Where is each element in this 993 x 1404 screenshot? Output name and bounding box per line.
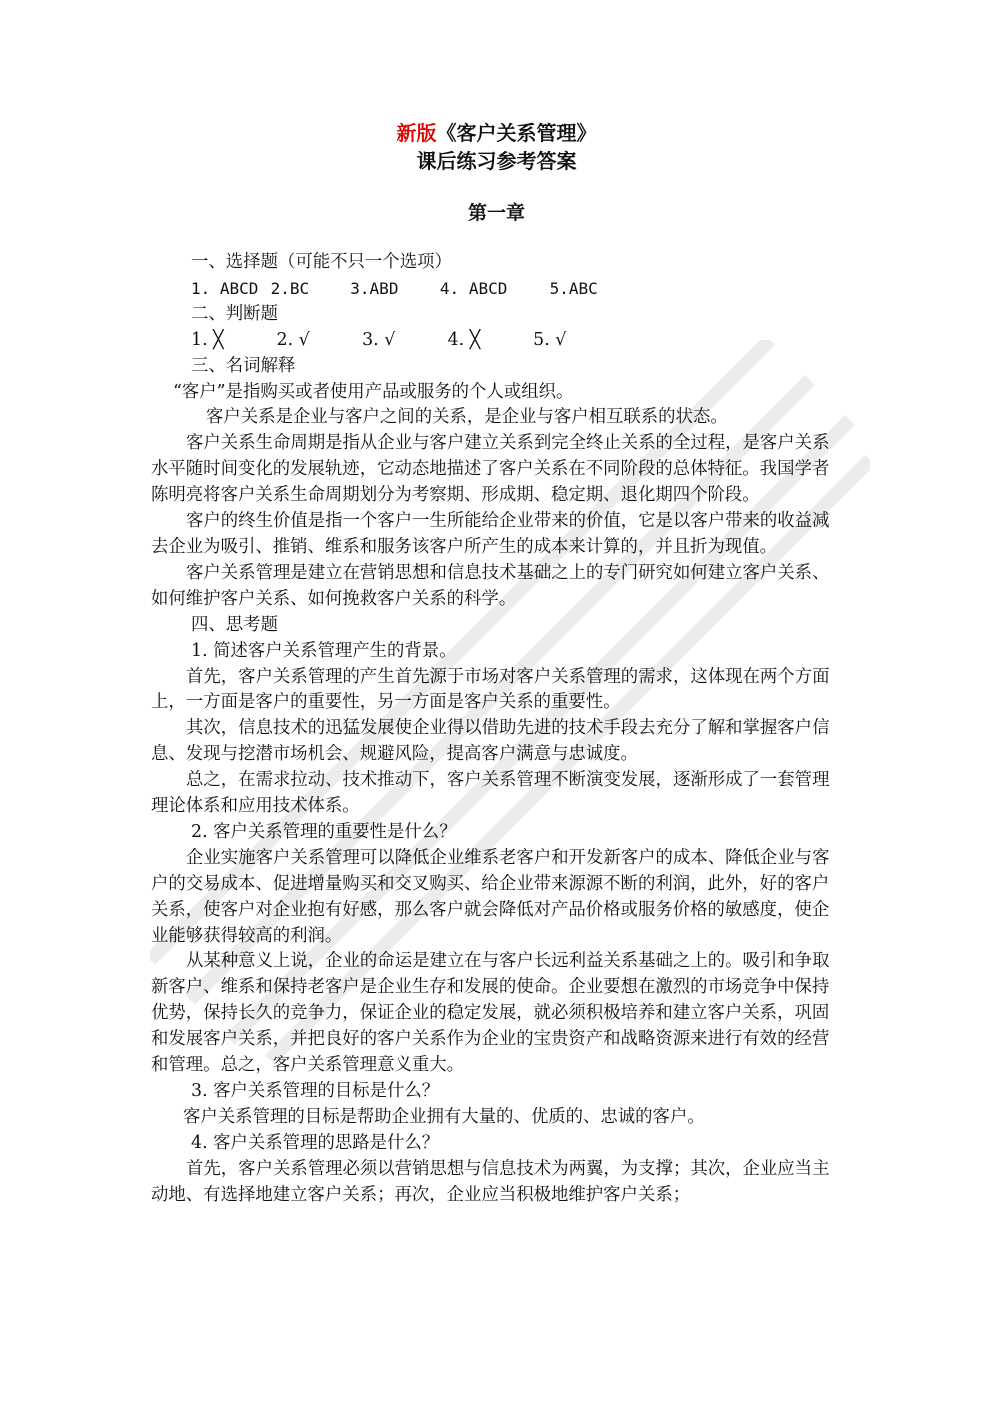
choice-answer-2: 2.BC bbox=[270, 278, 310, 298]
question-4-paragraph: 首先，客户关系管理必须以营销思想与信息技术为两翼，为支撑；其次，企业应当主动地、有选择地建立客户关系；再次，企业应当积极地维护客户关系； bbox=[151, 1158, 830, 1205]
title-new-edition: 新版 bbox=[396, 121, 437, 145]
term-customer-relationship: 客户关系是企业与客户之间的关系，是企业与客户相互联系的状态。 bbox=[206, 407, 728, 428]
judgment-answers bbox=[151, 328, 843, 354]
question-2-paragraph: 企业实施客户关系管理可以降低企业维系老客户和开发新客户的成本、降低企业与客户的交易成本、促进增量购买和交叉购买、给企业带来源源不断的利润，此外，好的客户关系，使客户对企业抱有好感，那么客户就会降低对产品价格或服务价格的敏感度，使企业能够获得较高的利润。 bbox=[151, 847, 830, 946]
document-subtitle: 课后练习参考答案 bbox=[416, 149, 577, 173]
choice-answer-4: 4. ABCD bbox=[439, 278, 508, 298]
question-1-paragraph: 首先，客户关系管理的产生首先源于市场对客户关系管理的需求，这体现在两个方面上，一方面是客户的重要性，另一方面是客户关系的重要性。 bbox=[151, 666, 830, 713]
term-crm: 客户关系管理是建立在营销思想和信息技术基础之上的专门研究如何建立客户关系、如何维护客户关系、如何挽救客户关系的科学。 bbox=[151, 562, 830, 609]
check-icon: √ bbox=[384, 329, 396, 350]
judgment-answer-5 bbox=[533, 328, 566, 354]
choice-answer-3: 3.ABD bbox=[350, 278, 399, 298]
question-1: 1. 简述客户关系管理产生的背景。 bbox=[191, 640, 457, 661]
title-book-name: 《客户关系管理》 bbox=[436, 121, 597, 145]
judgment-answer-3 bbox=[362, 328, 442, 354]
judgment-num: 2. bbox=[276, 329, 294, 350]
judgment-answer-2 bbox=[277, 328, 357, 354]
check-icon: √ bbox=[555, 329, 567, 350]
section-heading-choice: 一、选择题（可能不只一个选项） bbox=[191, 252, 452, 272]
question-3: 3. 客户关系管理的目标是什么？ bbox=[191, 1081, 440, 1101]
choice-answers bbox=[151, 276, 843, 302]
judgment-num: 5. bbox=[533, 329, 550, 350]
choice-answer-1: 1. ABCD bbox=[191, 278, 259, 298]
section-heading-questions: 四、思考题 bbox=[191, 614, 278, 635]
term-relationship-lifecycle: 客户关系生命周期是指从企业与客户建立关系到完全终止关系的全过程，是客户关系水平随时间变化的发展轨迹，它动态地描述了客户关系在不同阶段的总体特征。我国学者陈明亮将客户关系生命周期划分为考察期、形成期、稳定期、退化期四个阶段。 bbox=[151, 433, 830, 506]
judgment-answer-1 bbox=[191, 328, 271, 354]
chapter-heading: 第一章 bbox=[467, 202, 525, 224]
question-1-paragraph: 总之，在需求拉动、技术推动下，客户关系管理不断演变发展，逐渐形成了一套管理理论体系和应用技术体系。 bbox=[151, 770, 830, 817]
cross-icon: ╳ bbox=[213, 329, 224, 350]
section-heading-judgment: 二、判断题 bbox=[191, 303, 278, 324]
choice-answer-5: 5.ABC bbox=[549, 278, 598, 298]
question-3-paragraph: 客户关系管理的目标是帮助企业拥有大量的、优质的、忠诚的客户。 bbox=[183, 1106, 705, 1127]
question-4: 4. 客户关系管理的思路是什么？ bbox=[191, 1132, 440, 1153]
document-title bbox=[0, 120, 993, 146]
judgment-num: 3. bbox=[362, 329, 379, 350]
judgment-num: 4. bbox=[447, 329, 465, 350]
question-2: 2. 客户关系管理的重要性是什么？ bbox=[191, 821, 457, 842]
question-1-paragraph: 其次，信息技术的迅猛发展使企业得以借助先进的技术手段去充分了解和掌握客户信息、发现与挖潜市场机会、规避风险，提高客户满意与忠诚度。 bbox=[151, 718, 830, 765]
cross-icon: ╳ bbox=[469, 329, 481, 350]
judgment-answer-4 bbox=[448, 328, 528, 354]
question-2-paragraph: 从某种意义上说，企业的命运是建立在与客户长远利益关系基础之上的。吸引和争取新客户、维系和保持老客户是企业生存和发展的使命。企业要想在激烈的市场竞争中保持优势，保持长久的竞争力，保证企业的稳定发展，就必须积极培养和建立客户关系，巩固和发展客户关系，并把良好的客户关系作为企业的宝贵资产和战略资源来进行有效的经营和管理。总之，客户关系管理意义重大。 bbox=[151, 951, 830, 1076]
term-customer: “客户”是指购买或者使用产品或服务的个人或组织。 bbox=[173, 381, 574, 402]
term-lifetime-value: 客户的终生价值是指一个客户一生所能给企业带来的价值，它是以客户带来的收益减去企业为吸引、推销、维系和服务该客户所产生的成本来计算的，并且折为现值。 bbox=[151, 511, 830, 557]
check-icon: √ bbox=[298, 329, 310, 350]
document-body bbox=[151, 250, 843, 1209]
judgment-num: 1. bbox=[191, 329, 208, 350]
section-heading-terms: 三、名词解释 bbox=[191, 355, 296, 376]
